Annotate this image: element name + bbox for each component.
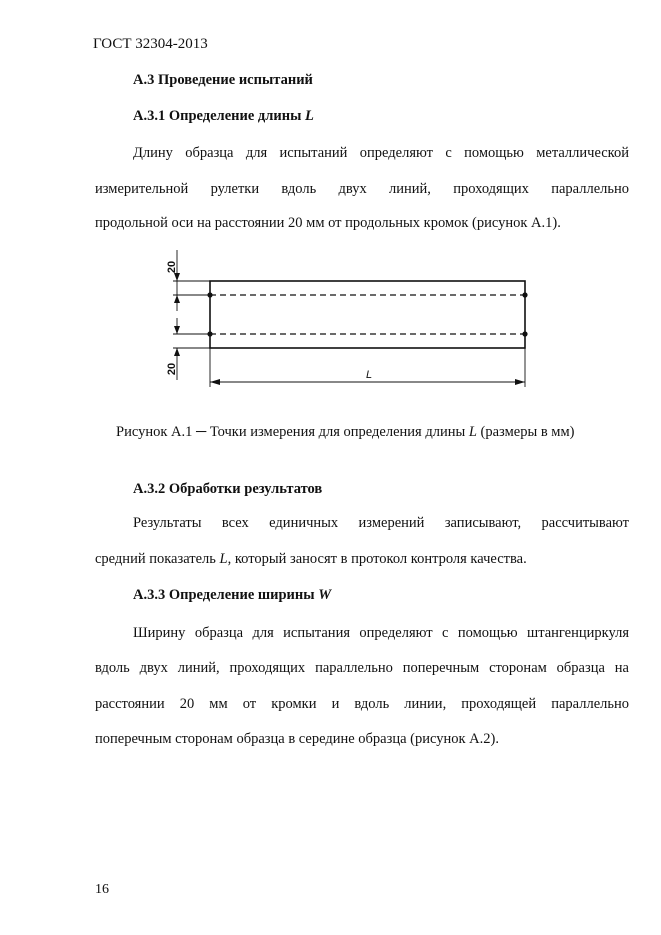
dimension-label-length: L: [365, 369, 373, 381]
figure-a1-diagram: [155, 245, 535, 395]
dimension-arrow: [174, 348, 180, 356]
section-a32-title: А.3.2 Обработки результатов: [133, 481, 323, 497]
document-header: ГОСТ 32304-2013: [93, 36, 208, 52]
dimension-arrow: [210, 379, 220, 385]
caption-text-end: (размеры в мм): [476, 424, 575, 440]
paragraph-text: средний показатель: [95, 551, 220, 567]
dimension-label-bottom: 20: [166, 362, 178, 376]
paragraph-line: [95, 551, 527, 568]
section-a33-variable: W: [318, 587, 332, 603]
measurement-point: [522, 292, 527, 297]
dimension-arrow: [174, 326, 180, 334]
section-a3-title: А.3 Проведение испытаний: [133, 72, 313, 88]
specimen-outline: [210, 281, 525, 348]
section-a33-title: [133, 587, 331, 604]
page-number: 16: [95, 882, 109, 897]
paragraph-line: Длину образца для испытаний определяют с помощью металлической: [133, 145, 629, 161]
paragraph-variable: L: [219, 551, 228, 567]
paragraph-text-end: , который заносят в протокол контроля качества.: [227, 551, 527, 567]
dimension-arrow: [515, 379, 525, 385]
section-a31-variable: L: [305, 108, 314, 124]
measurement-point: [522, 331, 527, 336]
caption-text: Рисунок А.1 ─ Точки измерения для определения длины: [116, 424, 469, 440]
dimension-label-top: 20: [166, 260, 178, 274]
dimension-arrow: [174, 273, 180, 281]
paragraph-line: вдоль двух линий, проходящих параллельно поперечным сторонам образца на: [95, 660, 629, 676]
paragraph-line: продольной оси на расстоянии 20 мм от продольных кромок (рисунок А.1).: [95, 215, 561, 231]
section-a33-text: А.3.3 Определение ширины: [133, 587, 319, 603]
caption-variable: L: [468, 424, 477, 440]
paragraph-line: Ширину образца для испытания определяют с помощью штангенциркуля: [133, 625, 629, 641]
section-a31-text: А.3.1 Определение длины: [133, 108, 306, 124]
paragraph-line: измерительной рулетки вдоль двух линий, проходящих параллельно: [95, 181, 629, 197]
section-a31-title: [133, 108, 314, 125]
paragraph-line: расстоянии 20 мм от кромки и вдоль линии, проходящей параллельно: [95, 696, 629, 712]
paragraph-line: Результаты всех единичных измерений записывают, рассчитывают: [133, 515, 629, 531]
figure-caption: [116, 424, 574, 441]
paragraph-line: поперечным сторонам образца в середине образца (рисунок А.2).: [95, 731, 499, 747]
